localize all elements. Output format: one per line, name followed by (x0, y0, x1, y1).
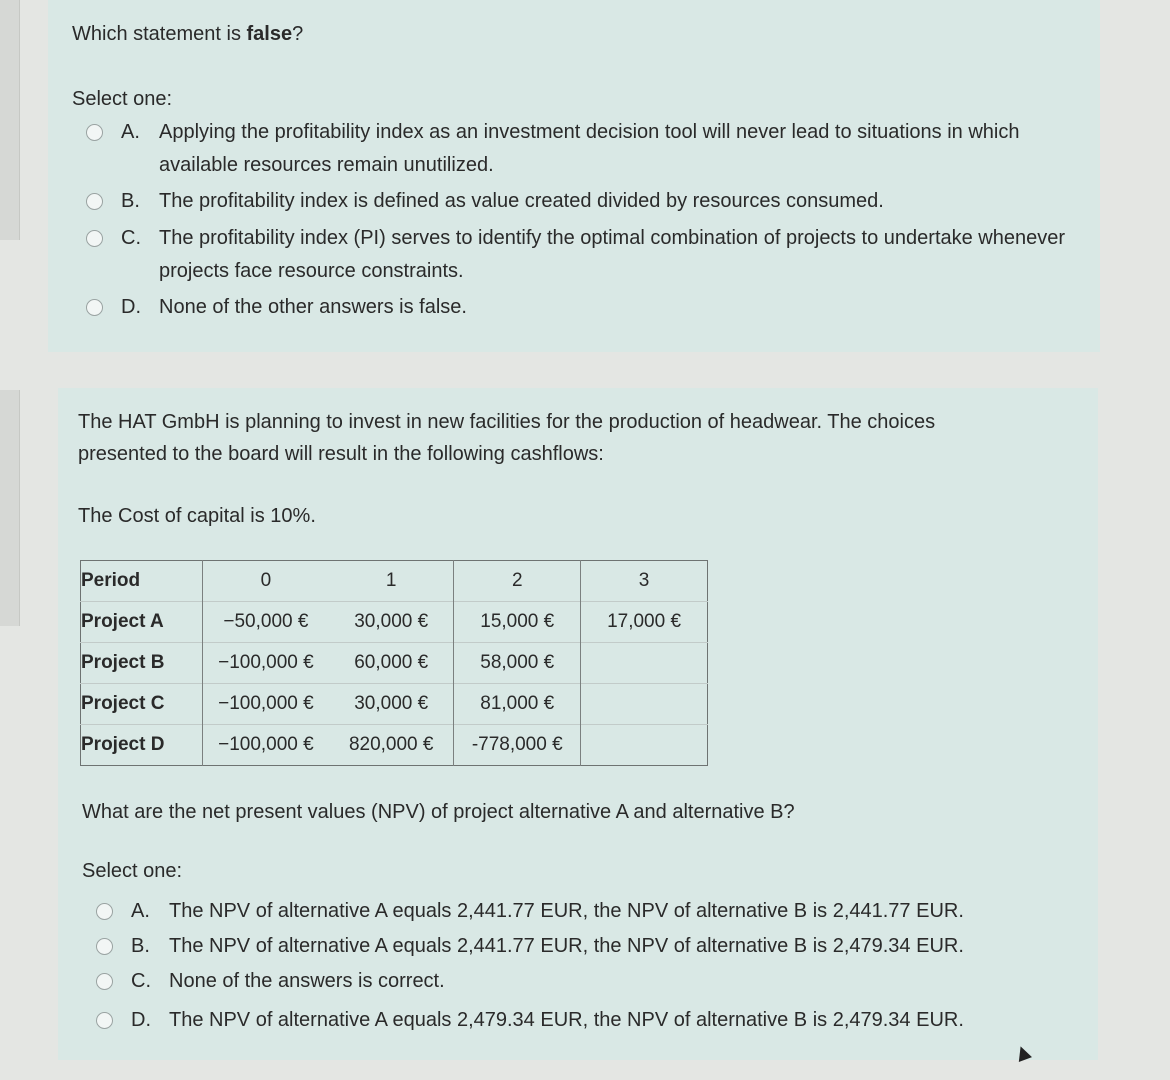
radio-button[interactable] (96, 973, 113, 990)
option-letter: C. (131, 970, 151, 992)
table-header-cell: 0 (202, 561, 329, 602)
option-letter: D. (121, 296, 141, 318)
question-1-card (48, 0, 1100, 352)
question-1-prompt: Which statement is false? (72, 23, 304, 45)
option-letter: B. (121, 190, 140, 212)
table-cell: 17,000 € (581, 602, 708, 643)
table-row (81, 725, 708, 766)
table-cell: −100,000 € (202, 643, 329, 684)
option-text: None of the other answers is false. (159, 296, 467, 318)
option-text: The profitability index is defined as value created divided by resources consumed. (159, 190, 884, 212)
table-cell: 60,000 € (329, 643, 454, 684)
radio-button[interactable] (96, 938, 113, 955)
table-header-cell: 2 (454, 561, 581, 602)
question-2-card (58, 388, 1098, 1060)
table-row (81, 684, 708, 725)
option-text: The profitability index (PI) serves to identify the optimal combination of projects to undertake whenever projects face resource constraints. (159, 227, 1066, 282)
q2-option-c[interactable] (96, 965, 1076, 998)
table-cell: Project B (81, 643, 203, 684)
table-header-cell: 1 (385, 570, 397, 591)
option-text: The NPV of alternative A equals 2,441.77 EUR, the NPV of alternative B is 2,479.34 EUR. (169, 935, 964, 957)
option-letter: A. (121, 121, 140, 143)
table-header-cell: 3 (581, 561, 708, 602)
table-cell: -778,000 € (454, 725, 581, 766)
table-cell: −50,000 € (202, 602, 329, 643)
option-letter: D. (131, 1009, 151, 1031)
radio-button[interactable] (96, 1012, 113, 1029)
option-text: The NPV of alternative A equals 2,441.77 EUR, the NPV of alternative B is 2,441.77 EUR. (169, 900, 964, 922)
option-letter: A. (131, 900, 150, 922)
radio-button[interactable] (86, 193, 103, 210)
question-2-prompt: What are the net present values (NPV) of project alternative A and alternative B? (82, 801, 795, 823)
table-header-cell: Period (81, 570, 141, 591)
table-row (81, 643, 708, 684)
table-cell: −100,000 € (202, 684, 329, 725)
table-cell: 30,000 € (329, 602, 454, 643)
table-cell: 15,000 € (454, 602, 581, 643)
option-text: None of the answers is correct. (169, 970, 445, 992)
cost-of-capital-text: The Cost of capital is 10%. (78, 505, 316, 527)
table-cell: 58,000 € (454, 643, 581, 684)
cashflow-table (80, 560, 708, 766)
table-cell: −100,000 € (202, 725, 329, 766)
table-row (81, 602, 708, 643)
table-cell: 30,000 € (329, 684, 454, 725)
q1-option-d[interactable] (86, 291, 1066, 324)
q2-option-d[interactable] (96, 1004, 1076, 1037)
option-letter: B. (131, 935, 150, 957)
q2-option-b[interactable] (96, 930, 1076, 963)
table-cell: Project C (81, 684, 203, 725)
table-cell: Project A (81, 602, 203, 643)
q1-option-c[interactable] (86, 222, 1066, 288)
table-cell: Project D (81, 725, 203, 766)
table-cell: 81,000 € (454, 684, 581, 725)
table-cell: 820,000 € (329, 725, 454, 766)
table-cell (581, 684, 708, 725)
table-header-row (81, 561, 708, 602)
table-cell (581, 725, 708, 766)
radio-button[interactable] (86, 230, 103, 247)
radio-button[interactable] (96, 903, 113, 920)
page-edge-bottom (0, 390, 20, 626)
question-2-intro: The HAT GmbH is planning to invest in new facilities for the production of headwear. The choices presented to the board will result in the following cashflows: (78, 411, 936, 465)
table-cell (581, 643, 708, 684)
option-letter: C. (121, 227, 141, 249)
question-1-select-label: Select one: (72, 88, 173, 110)
radio-button[interactable] (86, 299, 103, 316)
page-edge-top (0, 0, 20, 240)
q2-option-a[interactable] (96, 895, 1076, 928)
question-2-select-label: Select one: (82, 860, 183, 882)
option-text: The NPV of alternative A equals 2,479.34 EUR, the NPV of alternative B is 2,479.34 EUR. (169, 1009, 964, 1031)
radio-button[interactable] (86, 124, 103, 141)
option-text: Applying the profitability index as an investment decision tool will never lead to situations in which available resources remain unutilized. (159, 121, 1020, 176)
q1-option-b[interactable] (86, 185, 1066, 218)
q1-option-a[interactable] (86, 116, 1066, 182)
